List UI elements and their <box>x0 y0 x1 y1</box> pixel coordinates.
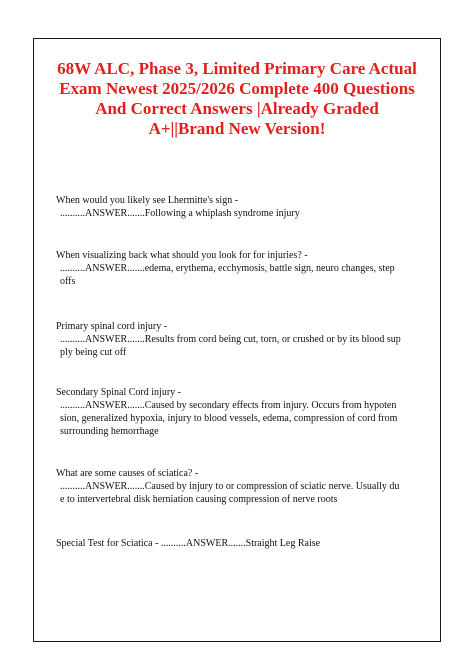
answer-text: ..........ANSWER.......edema, erythema, ecchymosis, battle sign, neuro changes, step <box>60 263 395 274</box>
qa-item-sciatica-test <box>56 537 422 550</box>
answer-text: ..........ANSWER.......Following a whiplash syndrome injury <box>60 208 300 219</box>
qa-item-primary-spinal <box>56 320 422 359</box>
qa-item-sciatica-causes <box>56 467 422 506</box>
qa-item-lhermitte <box>56 194 422 220</box>
qa-item-secondary-spinal <box>56 386 422 438</box>
document-page <box>33 38 441 642</box>
answer-text: surrounding hemorrhage <box>60 426 159 437</box>
question-text: Primary spinal cord injury - <box>56 321 168 332</box>
question-text: When visualizing back what should you look for for injuries? - <box>56 250 308 261</box>
qa-item-back-injuries <box>56 249 422 288</box>
question-text: Special Test for Sciatica - ..........ANSWER.......Straight Leg Raise <box>56 538 321 549</box>
title-line: Exam Newest 2025/2026 Complete 400 Questions <box>59 79 415 98</box>
title-line: 68W ALC, Phase 3, Limited Primary Care Actual <box>57 59 417 78</box>
answer-text: ply being cut off <box>60 347 127 358</box>
answer-text: ..........ANSWER.......Caused by injury to or compression of sciatic nerve. Usually du <box>60 481 400 492</box>
answer-text: ..........ANSWER.......Results from cord being cut, torn, or crushed or by its blood sup <box>60 334 401 345</box>
question-text: Secondary Spinal Cord injury - <box>56 387 181 398</box>
answer-text: offs <box>60 276 76 287</box>
question-text: What are some causes of sciatica? - <box>56 468 199 479</box>
document-title <box>44 59 430 139</box>
title-line: A+||Brand New Version! <box>148 119 326 138</box>
answer-text: sion, generalized hypoxia, injury to blood vessels, edema, compression of cord from <box>60 413 398 424</box>
answer-text: ..........ANSWER.......Caused by secondary effects from injury. Occurs from hypoten <box>60 400 397 411</box>
title-line: And Correct Answers |Already Graded <box>95 99 379 118</box>
question-text: When would you likely see Lhermitte's sign - <box>56 195 239 206</box>
answer-text: e to intervertebral disk herniation causing compression of nerve roots <box>60 494 338 505</box>
